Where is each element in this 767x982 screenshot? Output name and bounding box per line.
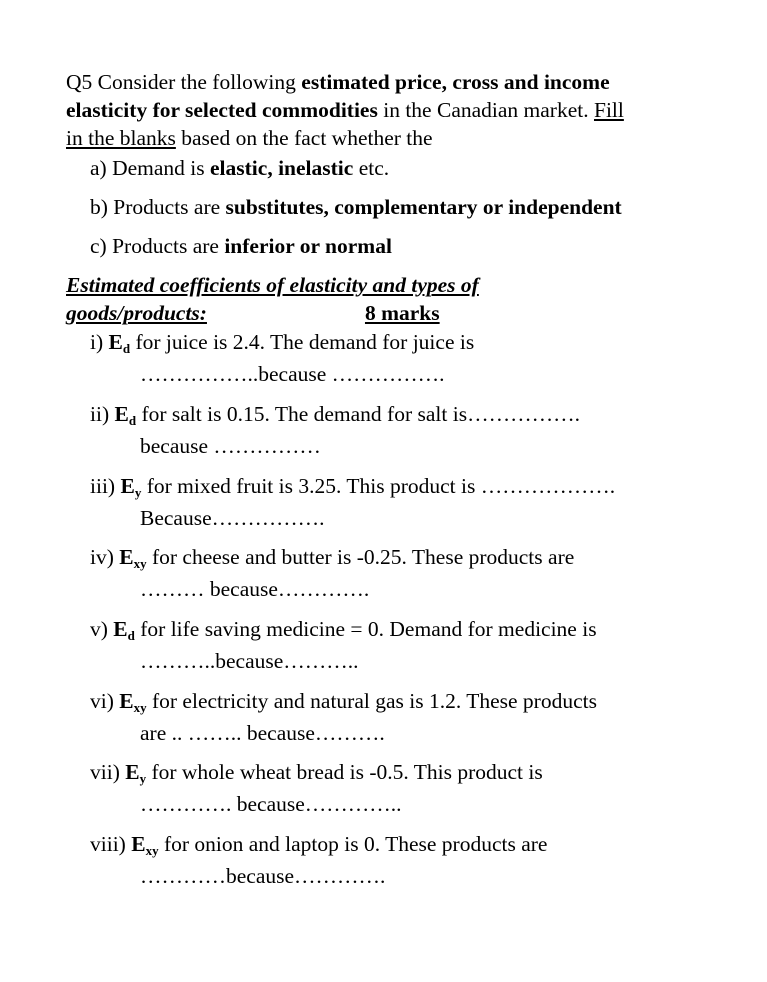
item-ii-blank: because …………… bbox=[140, 434, 321, 458]
item-text: for cheese and butter is -0.25. These products are bbox=[146, 545, 575, 569]
item-v bbox=[90, 615, 597, 643]
option-a-prefix: a) Demand is bbox=[90, 156, 211, 180]
elasticity-subscript: xy bbox=[133, 700, 147, 715]
intro-line-1 bbox=[66, 68, 610, 96]
item-v-blank: ………..because……….. bbox=[140, 649, 359, 673]
section-heading-line-2 bbox=[66, 299, 440, 327]
elasticity-subscript: y bbox=[139, 771, 147, 786]
item-number: v) bbox=[90, 617, 114, 641]
intro-fill-1: Fill bbox=[593, 98, 624, 122]
item-text: for salt is 0.15. The demand for salt is……………. bbox=[136, 402, 580, 426]
item-number: vii) bbox=[90, 760, 126, 784]
item-number: viii) bbox=[90, 832, 132, 856]
item-i bbox=[90, 328, 474, 356]
option-a bbox=[90, 154, 389, 182]
intro-bold-2: elasticity for selected commodities bbox=[66, 98, 378, 122]
item-iii-blank: Because……………. bbox=[140, 506, 325, 530]
item-vii-blank: …………. because………….. bbox=[140, 792, 402, 816]
item-vi bbox=[90, 687, 597, 715]
item-iii bbox=[90, 472, 615, 500]
elasticity-symbol: E bbox=[119, 545, 134, 569]
option-b-bold: substitutes, complementary or independent bbox=[225, 195, 622, 219]
question-label: Q5 Consider the following bbox=[66, 70, 302, 94]
option-a-suffix: etc. bbox=[353, 156, 390, 180]
elasticity-symbol: E bbox=[120, 474, 135, 498]
option-a-bold: elastic, inelastic bbox=[210, 156, 354, 180]
elasticity-subscript: xy bbox=[133, 556, 147, 571]
option-b-prefix: b) Products are bbox=[90, 195, 226, 219]
intro-bold-1: estimated price, cross and income bbox=[301, 70, 610, 94]
item-text: for onion and laptop is 0. These products are bbox=[158, 832, 548, 856]
elasticity-subscript: xy bbox=[145, 843, 159, 858]
intro-text-2: in the Canadian market. bbox=[377, 98, 594, 122]
option-c-prefix: c) Products are bbox=[90, 234, 225, 258]
intro-line-3 bbox=[66, 124, 433, 152]
item-number: i) bbox=[90, 330, 109, 354]
item-text: for mixed fruit is 3.25. This product is ………………. bbox=[141, 474, 616, 498]
elasticity-symbol: E bbox=[131, 832, 146, 856]
elasticity-symbol: E bbox=[114, 402, 129, 426]
item-number: ii) bbox=[90, 402, 115, 426]
item-number: iii) bbox=[90, 474, 121, 498]
elasticity-symbol: E bbox=[113, 617, 128, 641]
item-number: vi) bbox=[90, 689, 120, 713]
item-ii bbox=[90, 400, 580, 428]
intro-text-3: based on the fact whether the bbox=[175, 126, 433, 150]
marks-label: 8 marks bbox=[364, 301, 440, 325]
elasticity-symbol: E bbox=[108, 330, 123, 354]
elasticity-subscript: d bbox=[122, 341, 131, 356]
item-vii bbox=[90, 758, 543, 786]
option-c bbox=[90, 232, 392, 260]
intro-fill-2: in the blanks bbox=[66, 126, 176, 150]
elasticity-symbol: E bbox=[125, 760, 140, 784]
item-text: for whole wheat bread is -0.5. This product is bbox=[146, 760, 543, 784]
item-vi-blank: are .. …….. because………. bbox=[140, 721, 385, 745]
item-number: iv) bbox=[90, 545, 120, 569]
item-i-blank: ……………..because ……………. bbox=[140, 362, 445, 386]
item-viii-blank: …………because…………. bbox=[140, 864, 386, 888]
section-heading: Estimated coefficients of elasticity and types of bbox=[66, 273, 479, 297]
elasticity-subscript: d bbox=[128, 413, 137, 428]
item-iv bbox=[90, 543, 574, 571]
item-iv-blank: ……… because…………. bbox=[140, 577, 370, 601]
option-c-bold: inferior or normal bbox=[224, 234, 392, 258]
option-b bbox=[90, 193, 622, 221]
elasticity-subscript: d bbox=[127, 628, 135, 643]
section-heading-goods: goods/products: bbox=[66, 301, 207, 325]
intro-line-2 bbox=[66, 96, 624, 124]
elasticity-subscript: y bbox=[134, 485, 142, 500]
item-viii bbox=[90, 830, 547, 858]
item-text: for juice is 2.4. The demand for juice is bbox=[130, 330, 475, 354]
item-text: for life saving medicine = 0. Demand for medicine is bbox=[134, 617, 597, 641]
item-text: for electricity and natural gas is 1.2. These products bbox=[146, 689, 597, 713]
elasticity-symbol: E bbox=[119, 689, 134, 713]
